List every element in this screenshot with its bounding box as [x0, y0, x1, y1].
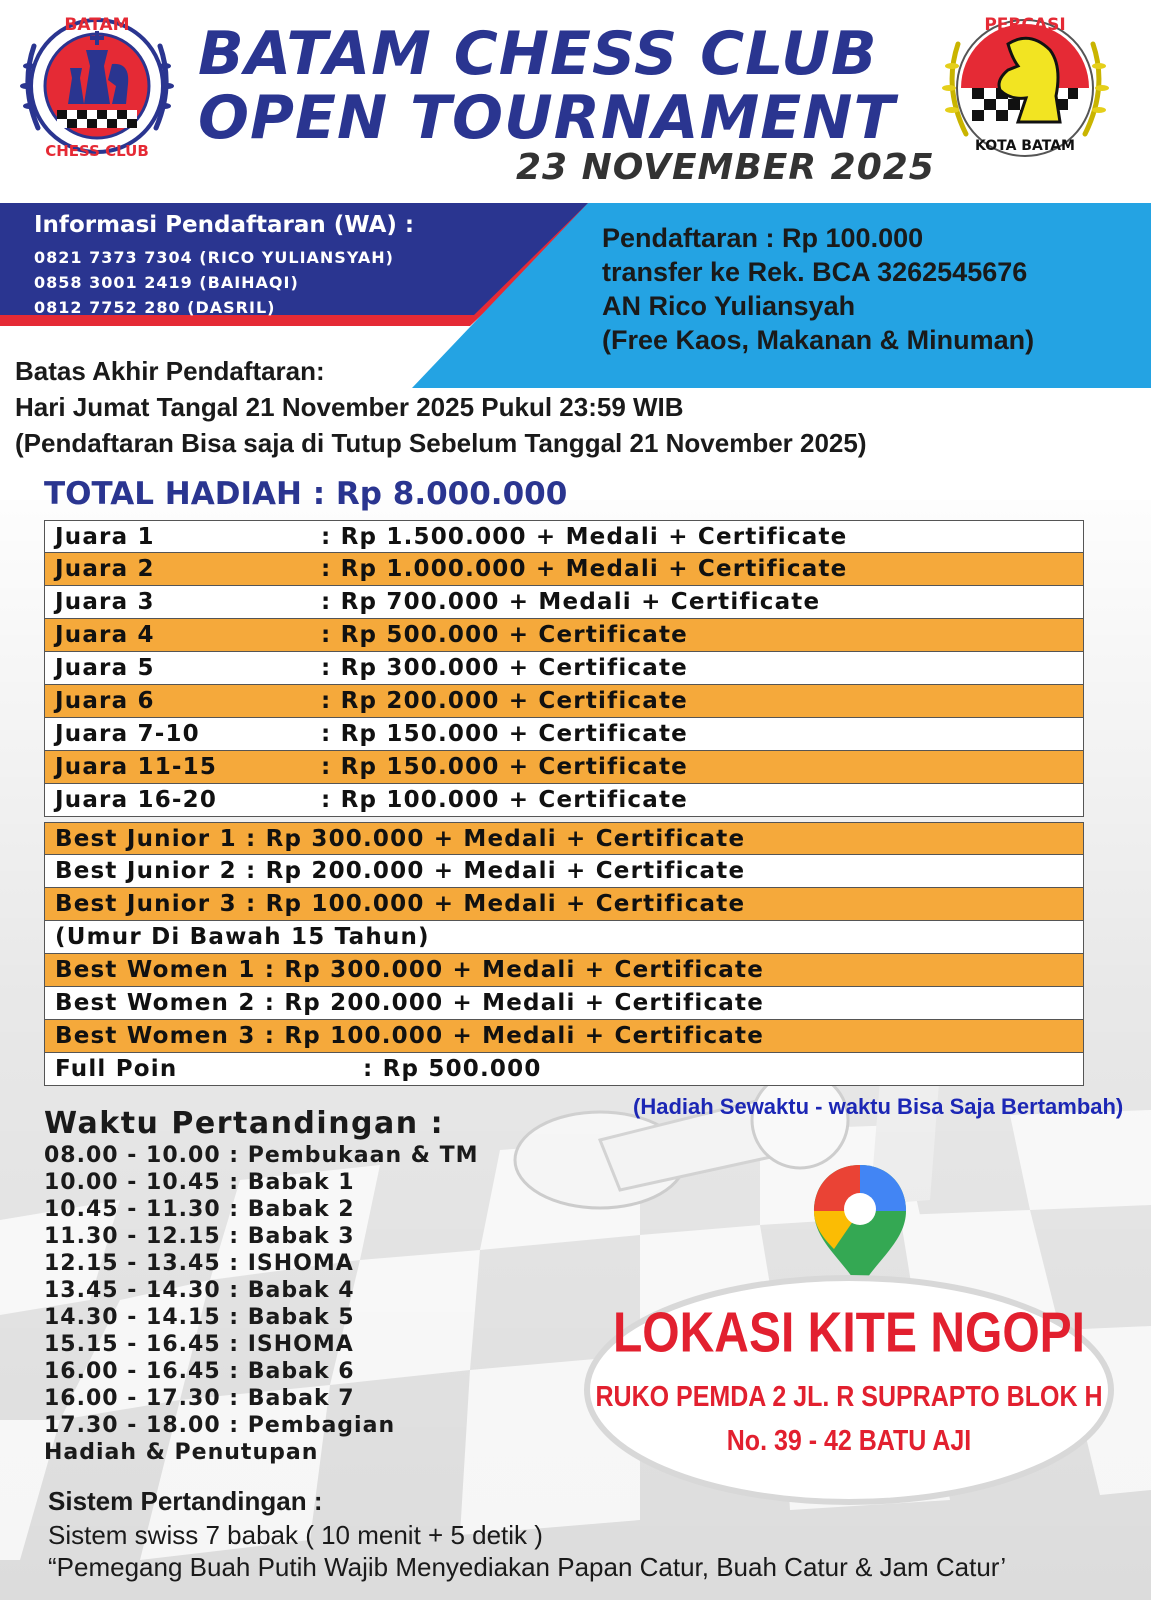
system-line-1: Sistem swiss 7 babak ( 10 menit + 5 detik ) [48, 1520, 543, 1550]
contact-baihaqi: 0858 3001 2419 (BAIHAQI) [34, 273, 299, 292]
fee-line: transfer ke Rek. BCA 3262545676 [602, 257, 1028, 287]
schedule [44, 1106, 479, 1466]
prize-row [44, 586, 1084, 619]
schedule-row: 17.30 - 18.00 : Pembagian [44, 1413, 396, 1438]
title-line-1: BATAM CHESS CLUB [198, 19, 878, 89]
schedule-heading: Waktu Pertandingan : [44, 1106, 445, 1141]
prize-rank: Juara 3 [55, 589, 155, 615]
special-prize-row: Best Women 2 : Rp 200.000 + Medali + Certificate [44, 987, 1084, 1020]
logo-left-bottom-text: CHESS CLUB [45, 142, 149, 160]
prize-value: : Rp 500.000 + Certificate [321, 622, 688, 648]
title-line-2: OPEN TOURNAMENT [198, 83, 896, 153]
schedule-row: 13.45 - 14.30 : Babak 4 [44, 1278, 355, 1303]
schedule-row: 10.00 - 10.45 : Babak 1 [44, 1170, 355, 1195]
special-prize-row: Best Junior 1 : Rp 300.000 + Medali + Certificate [44, 822, 1084, 855]
prize-note: (Hadiah Sewaktu - waktu Bisa Saja Bertambah) [633, 1094, 1124, 1119]
schedule-row: 16.00 - 17.30 : Babak 7 [44, 1386, 355, 1411]
schedule-row: 10.45 - 11.30 : Babak 2 [44, 1197, 355, 1222]
event-date: 23 NOVEMBER 2025 [516, 147, 935, 188]
registration-contacts [34, 245, 394, 320]
junior-age-note: (Umur Di Bawah 15 Tahun) [44, 921, 1084, 954]
schedule-row: 11.30 - 12.15 : Babak 3 [44, 1224, 355, 1249]
prize-row [44, 520, 1084, 553]
prize-value: : Rp 500.000 [363, 1056, 542, 1082]
schedule-row: 12.15 - 13.45 : ISHOMA [44, 1251, 354, 1276]
prize-value: : Rp 150.000 + Certificate [321, 721, 688, 747]
prize-rank: Juara 4 [55, 622, 155, 648]
prize-row [44, 718, 1084, 751]
special-prize-row: Best Women 3 : Rp 100.000 + Medali + Certificate [44, 1020, 1084, 1053]
prize-value: : Rp 200.000 + Certificate [321, 688, 688, 714]
prize-rank: Juara 11-15 [55, 754, 218, 780]
prize-row [44, 652, 1084, 685]
prize-row [44, 751, 1084, 784]
main-prize-table [44, 520, 1084, 817]
deadline-line: (Pendaftaran Bisa saja di Tutup Sebelum Tanggal 21 November 2025) [15, 428, 867, 458]
logo-right-top-text: PERCASI [984, 15, 1066, 35]
prize-value: : Rp 150.000 + Certificate [321, 754, 688, 780]
system-line-2: “Pemegang Buah Putih Wajib Menyediakan Papan Catur, Buah Catur & Jam Catur’ [48, 1552, 1007, 1582]
registration-info-heading: Informasi Pendaftaran (WA) : [34, 212, 415, 238]
location-card [578, 1270, 1120, 1510]
schedule-row: 16.00 - 16.45 : Babak 6 [44, 1359, 355, 1384]
deadline-line: Batas Akhir Pendaftaran: [15, 356, 325, 386]
special-prize-table [44, 822, 1084, 1086]
prize-rank: Juara 1 [55, 523, 155, 550]
fee-line: (Free Kaos, Makanan & Minuman) [602, 325, 1035, 355]
fee-line: Pendaftaran : Rp 100.000 [602, 223, 924, 253]
batam-chess-club-logo [12, 6, 182, 166]
deadline-line: Hari Jumat Tangal 21 November 2025 Pukul 23:59 WIB [15, 392, 684, 422]
prize-row [44, 553, 1084, 586]
prize-rank: Juara 7-10 [55, 721, 200, 747]
logo-right-bottom-text: KOTA BATAM [975, 138, 1075, 154]
prize-value: : Rp 1.000.000 + Medali + Certificate [321, 556, 848, 582]
fee-line: AN Rico Yuliansyah [602, 291, 856, 321]
logo-left-top-text: BATAM [64, 15, 130, 35]
contact-rico: 0821 7373 7304 (RICO YULIANSYAH) [34, 248, 394, 267]
percasi-kota-batam-logo [938, 4, 1113, 172]
prize-rank: Full Poin [55, 1056, 178, 1082]
schedule-row: Hadiah & Penutupan [44, 1440, 319, 1465]
system-heading: Sistem Pertandingan : [48, 1486, 323, 1516]
prize-value: : Rp 1.500.000 + Medali + Certificate [321, 523, 848, 550]
special-prize-row: Best Women 1 : Rp 300.000 + Medali + Certificate [44, 954, 1084, 987]
prize-rank: Juara 5 [55, 655, 155, 681]
location-address-line-1: RUKO PEMDA 2 JL. R SUPRAPTO BLOK H [595, 1380, 1103, 1414]
prize-rank: Juara 6 [55, 688, 155, 714]
prize-rank: Juara 2 [55, 556, 155, 582]
registration-deadline [15, 353, 867, 461]
prize-rank: Juara 16-20 [55, 787, 218, 813]
prize-row [44, 784, 1084, 817]
prize-value: : Rp 700.000 + Medali + Certificate [321, 589, 821, 615]
prize-value: : Rp 300.000 + Certificate [321, 655, 688, 681]
registration-fee [602, 221, 1034, 357]
location-title: LOKASI KITE NGOPI [612, 1302, 1086, 1365]
contact-dasril: 0812 7752 280 (DASRIL) [34, 298, 276, 317]
schedule-row: 08.00 - 10.00 : Pembukaan & TM [44, 1143, 479, 1168]
special-prize-row: Best Junior 2 : Rp 200.000 + Medali + Certificate [44, 855, 1084, 888]
prize-row [44, 619, 1084, 652]
schedule-row: 14.30 - 14.15 : Babak 5 [44, 1305, 355, 1330]
schedule-row: 15.15 - 16.45 : ISHOMA [44, 1332, 354, 1357]
location-address-line-2: No. 39 - 42 BATU AJI [726, 1424, 972, 1458]
full-poin-row [44, 1053, 1084, 1086]
total-prize: TOTAL HADIAH : Rp 8.000.000 [44, 476, 568, 512]
prize-row [44, 685, 1084, 718]
special-prize-row: Best Junior 3 : Rp 100.000 + Medali + Certificate [44, 888, 1084, 921]
prize-value: : Rp 100.000 + Certificate [321, 787, 688, 813]
